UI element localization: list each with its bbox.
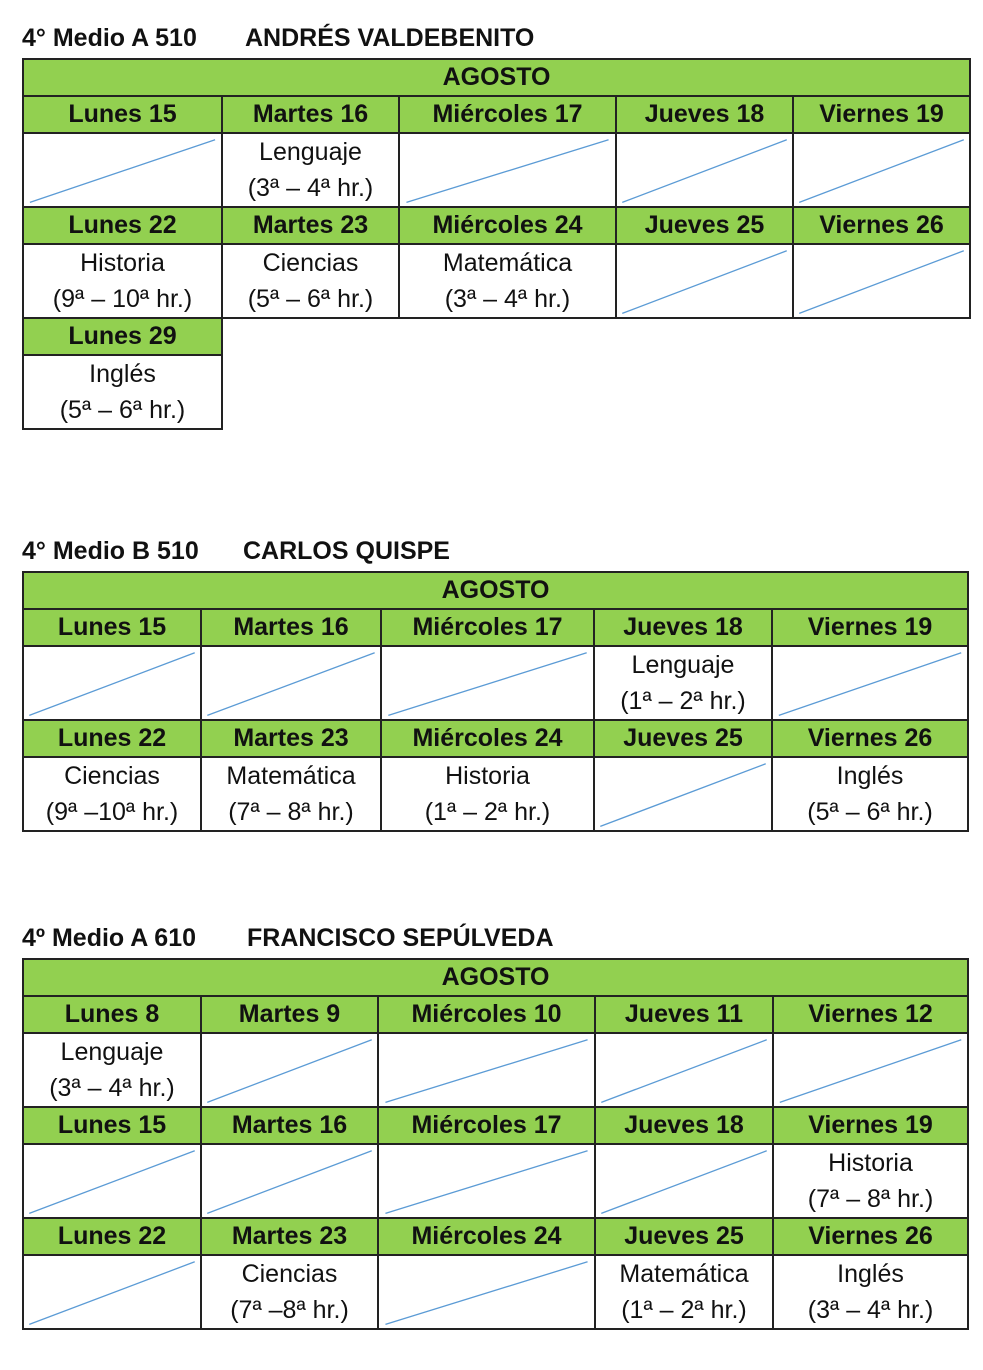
class-cell bbox=[23, 355, 222, 429]
day-header-jueves-25: Jueves 25 bbox=[616, 207, 793, 244]
empty-day-cell bbox=[616, 244, 793, 318]
class-cell bbox=[399, 244, 616, 318]
hours-label: (1ª – 2ª hr.) bbox=[621, 1296, 747, 1324]
day-cells-row bbox=[23, 133, 970, 207]
class-cell bbox=[595, 1255, 773, 1329]
month-header: AGOSTO bbox=[23, 59, 970, 96]
hours-label: (7ª – 8ª hr.) bbox=[807, 1185, 934, 1213]
subject-label: Inglés bbox=[837, 1260, 904, 1288]
class-cell bbox=[23, 757, 201, 831]
hours-label: (5ª – 6ª hr.) bbox=[59, 396, 186, 424]
empty-space bbox=[793, 318, 970, 355]
day-cells-row bbox=[23, 1144, 968, 1218]
hours-label: (3ª – 4ª hr.) bbox=[444, 285, 571, 313]
day-header-viernes-26: Viernes 26 bbox=[773, 1218, 968, 1255]
day-header-viernes-19: Viernes 19 bbox=[793, 96, 970, 133]
course-label: 4° Medio A 510 bbox=[22, 24, 197, 52]
subject-label: Ciencias bbox=[262, 249, 359, 277]
teacher-name: CARLOS QUISPE bbox=[243, 537, 450, 565]
subject-label: Historia bbox=[80, 249, 165, 277]
slash-line-icon bbox=[24, 1256, 200, 1328]
day-header-lunes-29: Lunes 29 bbox=[23, 318, 222, 355]
day-header-jueves-25: Jueves 25 bbox=[594, 720, 772, 757]
day-header-miercoles-24: Miércoles 24 bbox=[399, 207, 616, 244]
teacher-name: ANDRÉS VALDEBENITO bbox=[245, 24, 535, 52]
day-header-row bbox=[23, 720, 968, 757]
subject-label: Lenguaje bbox=[60, 1038, 164, 1066]
subject-label: Historia bbox=[445, 762, 530, 790]
day-header-miercoles-17: Miércoles 17 bbox=[381, 609, 594, 646]
slash-line-icon bbox=[617, 134, 792, 206]
empty-space bbox=[399, 318, 616, 355]
hours-label: (3ª – 4ª hr.) bbox=[247, 174, 374, 202]
day-header-viernes-26: Viernes 26 bbox=[793, 207, 970, 244]
month-header: AGOSTO bbox=[23, 959, 968, 996]
empty-day-cell bbox=[594, 757, 772, 831]
course-label: 4º Medio A 610 bbox=[22, 924, 196, 952]
slash-line-icon bbox=[379, 1256, 594, 1328]
day-header-lunes-8: Lunes 8 bbox=[23, 996, 201, 1033]
section-heading bbox=[22, 24, 535, 53]
empty-day-cell bbox=[616, 133, 793, 207]
month-row bbox=[23, 59, 970, 96]
day-header-lunes-15: Lunes 15 bbox=[23, 96, 222, 133]
day-header-viernes-19: Viernes 19 bbox=[773, 1107, 968, 1144]
day-cells-row bbox=[23, 757, 968, 831]
class-cell bbox=[23, 244, 222, 318]
slash-line-icon bbox=[202, 1034, 377, 1106]
empty-day-cell bbox=[201, 1144, 378, 1218]
day-header-row bbox=[23, 1218, 968, 1255]
day-header-jueves-18: Jueves 18 bbox=[616, 96, 793, 133]
class-cell bbox=[772, 757, 968, 831]
slash-line-icon bbox=[24, 647, 200, 719]
slash-line-icon bbox=[379, 1034, 594, 1106]
empty-day-cell bbox=[793, 133, 970, 207]
hours-label: (9ª – 10ª hr.) bbox=[52, 285, 193, 313]
schedule-table bbox=[22, 58, 971, 430]
class-cell bbox=[381, 757, 594, 831]
slash-line-icon bbox=[382, 647, 593, 719]
hours-label: (1ª – 2ª hr.) bbox=[424, 798, 551, 826]
day-header-lunes-15: Lunes 15 bbox=[23, 1107, 201, 1144]
slash-line-icon bbox=[24, 134, 221, 206]
day-header-miercoles-17: Miércoles 17 bbox=[399, 96, 616, 133]
hours-label: (3ª – 4ª hr.) bbox=[49, 1074, 175, 1102]
empty-day-cell bbox=[23, 646, 201, 720]
slash-line-icon bbox=[773, 647, 967, 719]
class-cell bbox=[594, 646, 772, 720]
slash-line-icon bbox=[24, 1145, 200, 1217]
day-header-lunes-22: Lunes 22 bbox=[23, 207, 222, 244]
day-header-martes-16: Martes 16 bbox=[222, 96, 399, 133]
slash-line-icon bbox=[617, 245, 792, 317]
subject-label: Matemática bbox=[442, 249, 573, 277]
empty-space bbox=[616, 318, 793, 355]
day-header-row bbox=[23, 96, 970, 133]
day-header-jueves-11: Jueves 11 bbox=[595, 996, 773, 1033]
class-cell bbox=[222, 244, 399, 318]
empty-day-cell bbox=[378, 1033, 595, 1107]
day-header-martes-9: Martes 9 bbox=[201, 996, 378, 1033]
subject-label: Matemática bbox=[226, 762, 356, 790]
teacher-name: FRANCISCO SEPÚLVEDA bbox=[247, 924, 554, 952]
day-header-row bbox=[23, 609, 968, 646]
subject-label: Lenguaje bbox=[259, 138, 362, 166]
empty-day-cell bbox=[381, 646, 594, 720]
month-row bbox=[23, 959, 968, 996]
subject-label: Inglés bbox=[836, 762, 904, 790]
slash-line-icon bbox=[595, 758, 771, 830]
slash-line-icon bbox=[202, 647, 380, 719]
empty-space bbox=[222, 318, 399, 355]
empty-day-cell bbox=[595, 1033, 773, 1107]
class-cell bbox=[201, 757, 381, 831]
empty-day-cell bbox=[595, 1144, 773, 1218]
day-header-miercoles-10: Miércoles 10 bbox=[378, 996, 595, 1033]
slash-line-icon bbox=[202, 1145, 377, 1217]
class-cell bbox=[201, 1255, 378, 1329]
empty-space bbox=[793, 355, 970, 429]
day-header-martes-16: Martes 16 bbox=[201, 609, 381, 646]
day-header-viernes-19: Viernes 19 bbox=[772, 609, 968, 646]
hours-label: (7ª – 8ª hr.) bbox=[228, 798, 354, 826]
class-cell bbox=[23, 1033, 201, 1107]
subject-label: Historia bbox=[828, 1149, 913, 1177]
day-cells-row bbox=[23, 355, 970, 429]
day-header-viernes-12: Viernes 12 bbox=[773, 996, 968, 1033]
empty-space bbox=[399, 355, 616, 429]
day-header-martes-16: Martes 16 bbox=[201, 1107, 378, 1144]
day-header-row bbox=[23, 318, 970, 355]
day-header-jueves-18: Jueves 18 bbox=[594, 609, 772, 646]
subject-label: Matemática bbox=[619, 1260, 749, 1288]
empty-space bbox=[616, 355, 793, 429]
section-heading bbox=[22, 924, 554, 953]
empty-day-cell bbox=[23, 1144, 201, 1218]
schedule-table bbox=[22, 571, 969, 832]
day-header-jueves-18: Jueves 18 bbox=[595, 1107, 773, 1144]
hours-label: (7ª –8ª hr.) bbox=[230, 1296, 349, 1324]
empty-day-cell bbox=[772, 646, 968, 720]
day-header-miercoles-17: Miércoles 17 bbox=[378, 1107, 595, 1144]
slash-line-icon bbox=[400, 134, 615, 206]
day-header-viernes-26: Viernes 26 bbox=[772, 720, 968, 757]
slash-line-icon bbox=[596, 1145, 772, 1217]
class-cell bbox=[222, 133, 399, 207]
day-cells-row bbox=[23, 244, 970, 318]
empty-day-cell bbox=[201, 646, 381, 720]
day-cells-row bbox=[23, 1255, 968, 1329]
day-header-jueves-25: Jueves 25 bbox=[595, 1218, 773, 1255]
class-cell bbox=[773, 1144, 968, 1218]
month-row bbox=[23, 572, 968, 609]
day-header-miercoles-24: Miércoles 24 bbox=[381, 720, 594, 757]
hours-label: (1ª – 2ª hr.) bbox=[620, 687, 746, 715]
slash-line-icon bbox=[774, 1034, 967, 1106]
hours-label: (3ª – 4ª hr.) bbox=[807, 1296, 934, 1324]
subject-label: Ciencias bbox=[241, 1260, 338, 1288]
day-header-lunes-22: Lunes 22 bbox=[23, 1218, 201, 1255]
empty-day-cell bbox=[201, 1033, 378, 1107]
day-header-row bbox=[23, 1107, 968, 1144]
slash-line-icon bbox=[794, 245, 969, 317]
empty-day-cell bbox=[378, 1255, 595, 1329]
schedule-table bbox=[22, 958, 969, 1330]
empty-day-cell bbox=[773, 1033, 968, 1107]
slash-line-icon bbox=[379, 1145, 594, 1217]
day-header-martes-23: Martes 23 bbox=[222, 207, 399, 244]
hours-label: (5ª – 6ª hr.) bbox=[247, 285, 374, 313]
day-header-row bbox=[23, 207, 970, 244]
subject-label: Inglés bbox=[89, 360, 156, 388]
day-header-miercoles-24: Miércoles 24 bbox=[378, 1218, 595, 1255]
empty-day-cell bbox=[23, 133, 222, 207]
day-cells-row bbox=[23, 1033, 968, 1107]
course-label: 4° Medio B 510 bbox=[22, 537, 199, 565]
month-header: AGOSTO bbox=[23, 572, 968, 609]
day-cells-row bbox=[23, 646, 968, 720]
slash-line-icon bbox=[794, 134, 969, 206]
class-cell bbox=[773, 1255, 968, 1329]
hours-label: (5ª – 6ª hr.) bbox=[807, 798, 933, 826]
day-header-martes-23: Martes 23 bbox=[201, 720, 381, 757]
subject-label: Ciencias bbox=[64, 762, 160, 790]
slash-line-icon bbox=[596, 1034, 772, 1106]
day-header-row bbox=[23, 996, 968, 1033]
empty-day-cell bbox=[793, 244, 970, 318]
empty-day-cell bbox=[399, 133, 616, 207]
empty-day-cell bbox=[378, 1144, 595, 1218]
subject-label: Lenguaje bbox=[631, 651, 735, 679]
day-header-lunes-15: Lunes 15 bbox=[23, 609, 201, 646]
empty-day-cell bbox=[23, 1255, 201, 1329]
day-header-lunes-22: Lunes 22 bbox=[23, 720, 201, 757]
hours-label: (9ª –10ª hr.) bbox=[45, 798, 179, 826]
empty-space bbox=[222, 355, 399, 429]
section-heading bbox=[22, 537, 450, 566]
day-header-martes-23: Martes 23 bbox=[201, 1218, 378, 1255]
